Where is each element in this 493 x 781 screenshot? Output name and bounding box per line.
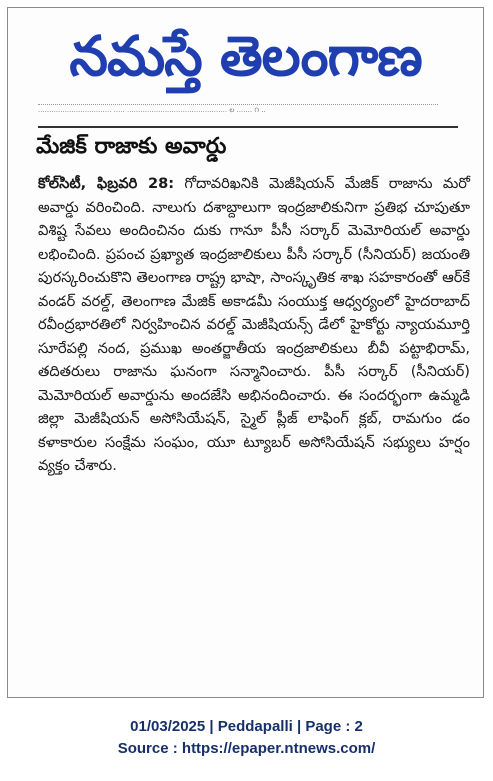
article-headline: మేజిక్ రాజాకు అవార్డు [36, 134, 227, 159]
clipping-frame [7, 7, 484, 698]
article-dateline: కోల్‌సిటీ, ఫిబ్రవరి 28: [38, 175, 175, 192]
article-body [38, 172, 470, 478]
newspaper-masthead: నమస్తే తెలంగాణ [69, 24, 422, 88]
cut-text-strip: ................................. ..... ............................................. ల ....... ౧ .. [38, 104, 438, 115]
edition-info: 01/03/2025 | Peddapalli | Page : 2 [130, 718, 363, 735]
article-text: గోదావరిఖనికి మెజీషియన్ మేజిక్ రాజాను మరో అవార్డు వరించింది. నాలుగు దశాబ్దాలుగా ఇంద్రజాలికునిగా ప్రతిభ చూపుతూ విశిష్ట సేవలు అందించినం దుకు గానూ పీసీ సర్కార్ మెమోరియల్ అవార్డు లభించింది. ప్రపంచ ప్రఖ్యాత ఇంద్రజాలికులు పీసీ సర్కార్ (సీనియర్) జయంతి పురస్కరించుకొని తెలంగాణ రాష్ట్ర భాషా, సాంస్కృతిక శాఖ సహకారంతో ఆర్‌కే వండర్ వరల్డ్, తెలంగాణ మేజిక్ అకాడమీ సంయుక్త ఆధ్వర్యంలో హైదరాబాద్ రవీంద్రభారతిలో నిర్వహించిన వరల్డ్ మెజీషియన్స్ డేలో హైకోర్టు న్యాయమూర్తి సూరేపల్లి నంద, ప్రముఖ అంతర్జాతీయ ఇంద్రజాలికులు బీవీ పట్టాభిరామ్, తదితరులు రాజాను ఘనంగా సన్మానించారు. పీసీ సర్కార్ (సీనియర్) మెమోరియల్ అవార్డును అందజేసి అభినందించారు. ఈ సందర్భంగా ఉమ్మడి జిల్లా మెజీషియన్ అసోసియేషన్, స్మైల్ ప్లీజ్ లాఫింగ్ క్లబ్, రామగుం డం కళాకారుల సంక్షేమ సంఘం, యూ ట్యూబర్ అసోసియేషన్ సభ్యులు హర్షం వ్యక్తం చేశారు. [38, 175, 470, 474]
headline-rule [38, 126, 458, 128]
source-link[interactable]: Source : https://epaper.ntnews.com/ [117, 740, 376, 757]
